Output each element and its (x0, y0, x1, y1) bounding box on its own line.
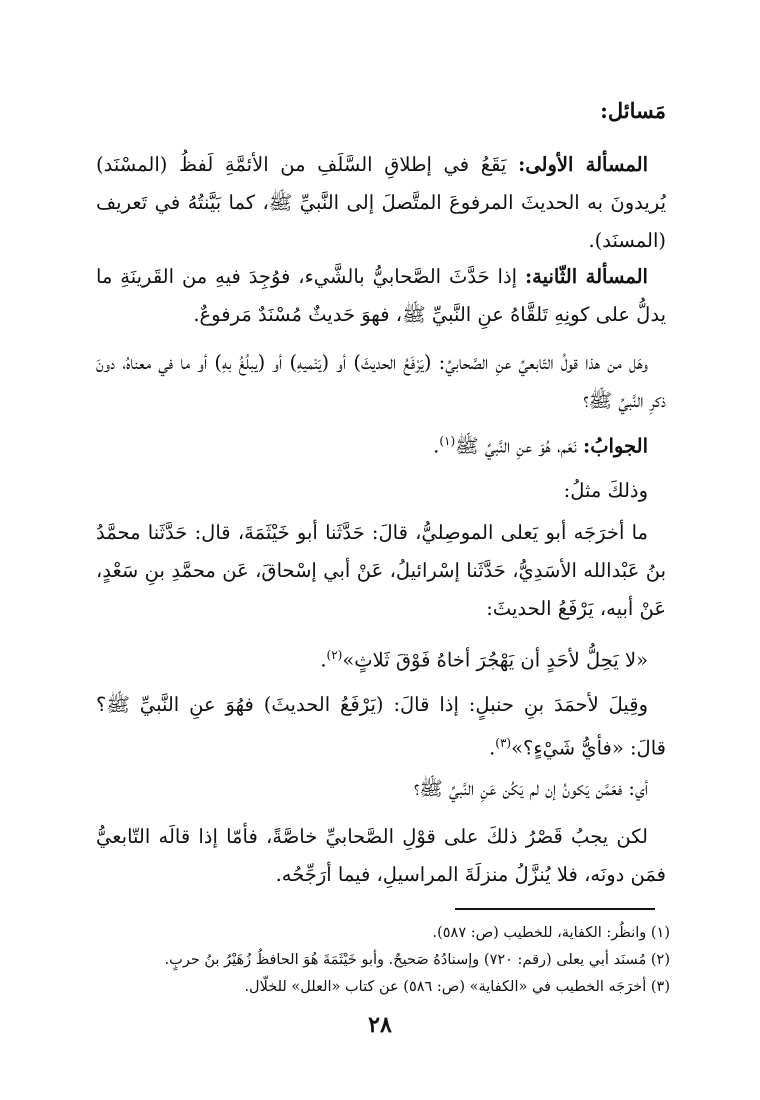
footnote-ref-3: (٣) (495, 736, 512, 750)
footnote-divider (455, 908, 655, 910)
question-text: وهَل من هذا قولُ التّابعيِّ عنِ الصَّحابيِّ: (يَرْفَعُ الحديثَ) أو (يَنْميهِ) أو (يبلُغُ بهِ) أو ما في معناهُ، دونَ ذكرِ النَّبيِّ ﷺ؟ (96, 351, 666, 412)
footnote-1: (١) وانظُر: الكفاية، للخطيب (ص: ٥٨٧). (432, 925, 670, 941)
explanation-text: أي: فعَمَّن يَكونُ إن لم يَكُن عَنِ النَّبيِّ ﷺ؟ (413, 777, 648, 800)
footnote-2: (٢) مُسنَد أبي يعلى (رقم: ٧٢٠) وإسنادُهُ صَحيحٌ. وأبو خَيْثَمَةَ هُوَ الحافظُ زُهَيْرُ بنُ حربٍ. (164, 952, 670, 968)
paragraph-question (96, 344, 666, 420)
footnote-3: (٣) أخرَجَه الخطيب في «الكفاية» (ص: ٥٨٦) عن كتاب «العلل» للخلّال. (244, 979, 670, 995)
paragraph-conclusion (96, 818, 666, 894)
hadith-end: . (320, 648, 327, 672)
ahmad-end: . (489, 736, 496, 760)
page-number: ٢٨ (368, 1012, 392, 1038)
answer-text: نَعَم، هُوَ عنِ النَّبيِّ ﷺ (455, 434, 577, 458)
paragraph-ahmad (96, 686, 666, 768)
issue-two-text: إذا حَدَّثَ الصَّحابيُّ بالشَّيء، فوُجِدَ فيهِ من القَرينَةِ ما يدلُّ على كونِهِ تَلقَّاهُ عنِ النَّبيِّ ﷺ، فهوَ حَديثٌ مُسْنَدٌ مَرفوعٌ. (96, 265, 666, 326)
answer-end: . (433, 434, 440, 458)
isnad-text: ما أخرَجَه أبو يَعلى الموصِليُّ، قالَ: حَدَّثَنا أبو خَيْثَمَةَ، قال: حَدَّثَنا محمَّدُ بنُ عَبْدالله الأسَدِيُّ، حَدَّثَنا إسْرائيلُ، عَنْ أبي إسْحاقَ، عَن محمَّدِ بنِ سَعْدٍ، عَنْ أبيه، يَرْفَعُ الحديثَ: (96, 521, 666, 620)
answer-label: الجوابُ: (583, 434, 648, 458)
issue-one-label: المسألة الأولى: (518, 153, 648, 176)
issue-one-text: يَقَعُ في إطلاقِ السَّلَفِ من الأئمَّةِ لَفظُ (المسْنَد) يُريدونَ به الحديثَ المرفوعَ المتَّصلَ إلى النَّبيِّ ﷺ، كما بَيَّنتُهُ في تَعريف (المسنَد). (96, 153, 666, 252)
paragraph-answer (96, 422, 666, 466)
paragraph-explanation (96, 770, 666, 808)
paragraph-isnad (96, 514, 666, 628)
paragraph-hadith (96, 636, 666, 680)
paragraph-issue-two (96, 258, 666, 334)
footnote-ref-1: (١) (439, 434, 456, 448)
conclusion-text: لكن يجبُ قَصْرُ ذلكَ على قوْلِ الصَّحابيِّ خاصَّةً، فأمّا إذا قالَه التّابعيُّ فمَن دونَه، فلا يُنزَّلُ منزلَةَ المراسيلِ، فيما أرَجِّحُه. (96, 825, 666, 886)
ahmad-text: وقِيلَ لأحمَدَ بنِ حنبلٍ: إذا قالَ: (يَرْفَعُ الحديثَ) فهُوَ عنِ النَّبيِّ ﷺ؟ قالَ: «فأيُّ شَيْءٍ؟» (96, 693, 666, 760)
section-heading: مَسائل: (600, 98, 666, 123)
hadith-text: «لا يَحِلُّ لأحَدٍ أن يَهْجُرَ أخاهُ فَوْقَ ثَلاثٍ» (342, 648, 648, 672)
paragraph-issue-one (96, 146, 666, 260)
example-intro-text: وذلكَ مثلُ: (563, 479, 648, 502)
issue-two-label: المسألة الثّانية: (524, 265, 648, 288)
paragraph-example-intro (96, 472, 666, 510)
footnote-ref-2: (٢) (326, 648, 343, 662)
